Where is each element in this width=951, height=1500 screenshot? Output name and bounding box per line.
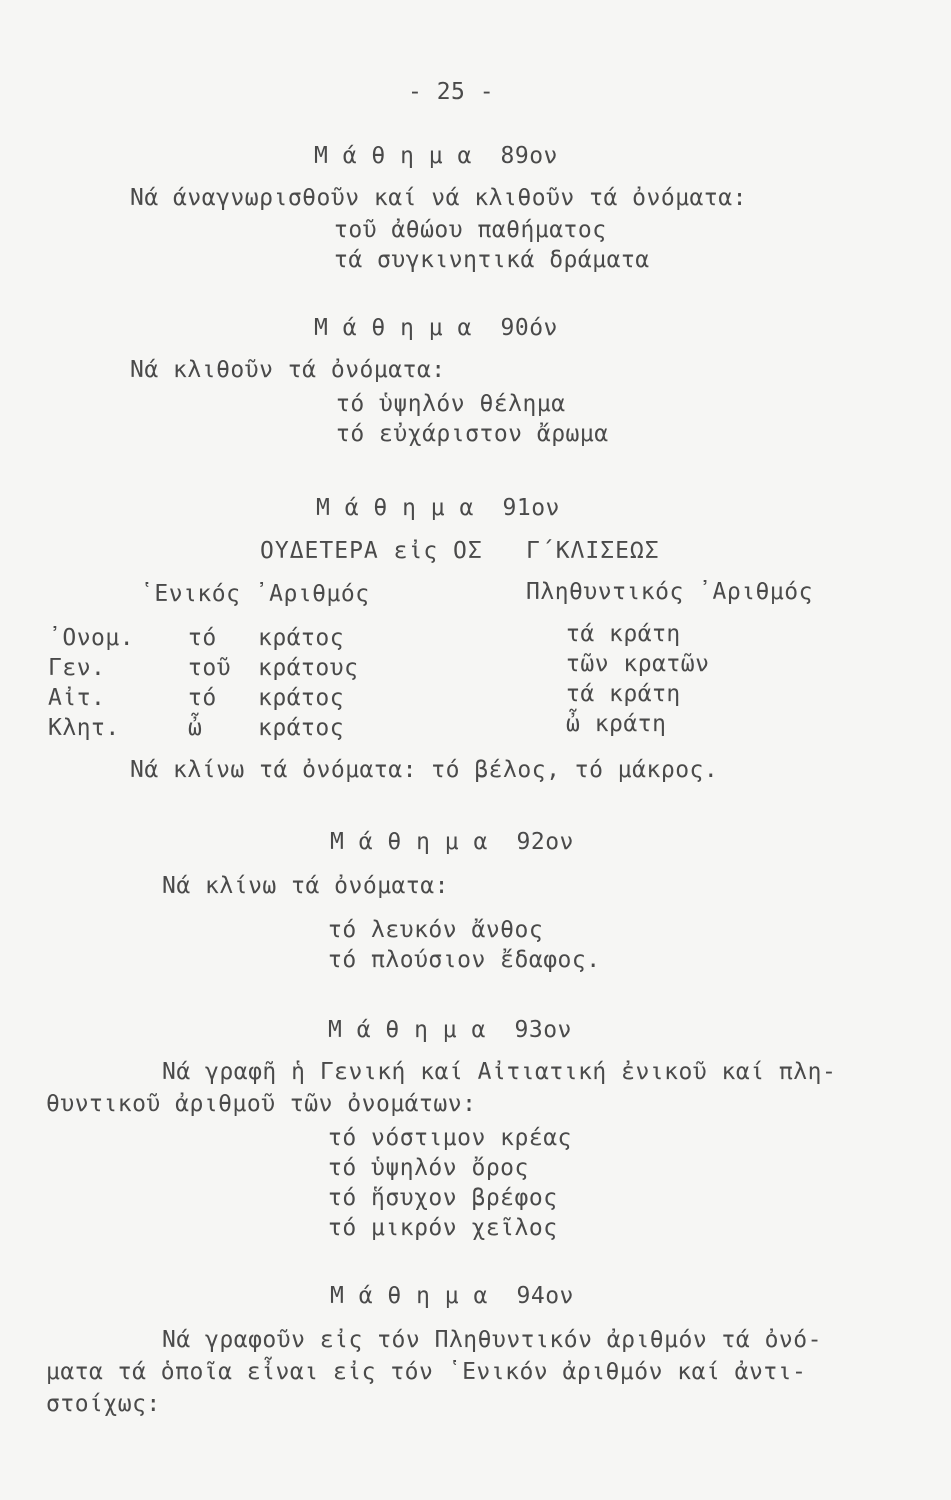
lesson-94-heading: Μ ά θ η μ α 94ον — [330, 1283, 574, 1309]
noun-singular: κράτους — [258, 655, 359, 681]
lesson-91-heading: Μ ά θ η μ α 91ον — [316, 495, 560, 521]
lesson-94-text: Νά γραφοῦν εἰς τόν Πληθυντικόν ἀριθμόν τά ὀνό- — [162, 1327, 822, 1353]
lesson-93-item: τό νόστιμον κρέας — [328, 1125, 572, 1151]
lesson-90-instruction: Νά κλιθοῦν τά ὀνόματα: — [130, 357, 446, 383]
noun-singular: κράτος — [258, 685, 345, 711]
lesson-93-instruction: θυντικοῦ ἀριθμοῦ τῶν ὀνομάτων: — [46, 1091, 477, 1117]
case-label: Κλητ. — [48, 715, 120, 741]
declension-title-right: Γ΄ΚΛΙΣΕΩΣ — [526, 538, 660, 564]
lesson-89-instruction: Νά άναγνωρισθοῦν καί νά κλιθοῦν τά ὀνόματα: — [130, 185, 747, 211]
lesson-92-item: τό πλούσιον ἔδαφος. — [328, 947, 601, 973]
lesson-90-item: τό ὑψηλόν θέλημα — [336, 391, 566, 417]
declension-title-left: ΟΥΔΕΤΕΡΑ εἰς ΟΣ — [260, 538, 483, 564]
article-singular: ὦ — [188, 715, 203, 741]
lesson-92-heading: Μ ά θ η μ α 92ον — [330, 829, 574, 855]
lesson-89-heading: Μ ά θ η μ α 89ον — [314, 143, 558, 169]
plural-form: ὦ κράτη — [566, 711, 667, 737]
lesson-91-exercise: Νά κλίνω τά ὀνόματα: τό βέλος, τό μάκρος. — [130, 757, 719, 783]
noun-singular: κράτος — [258, 625, 345, 651]
case-label: ᾽Ονομ. — [48, 625, 135, 651]
column-header-singular: ῾Ενικός ᾽Αριθμός — [140, 581, 370, 607]
lesson-92-instruction: Νά κλίνω τά ὀνόματα: — [162, 873, 449, 899]
article-singular: τό — [188, 685, 217, 711]
lesson-94-text: στοίχως: — [46, 1391, 161, 1417]
lesson-92-item: τό λευκόν ἄνθος — [328, 917, 544, 943]
plural-form: τά κράτη — [566, 681, 681, 707]
case-label: Αἰτ. — [48, 685, 106, 711]
case-label: Γεν. — [48, 655, 106, 681]
page-number: - 25 - — [408, 79, 495, 105]
lesson-89-item: τά συγκινητικά δράματα — [334, 247, 650, 273]
column-header-plural: Πληθυντικός ᾽Αριθμός — [526, 579, 813, 605]
lesson-93-item: τό μικρόν χεῖλος — [328, 1215, 558, 1241]
lesson-93-instruction: Νά γραφῆ ἡ Γενική καί Αἰτιατική ἐνικοῦ καί πλη- — [162, 1059, 837, 1085]
lesson-93-item: τό ἥσυχον βρέφος — [328, 1185, 558, 1211]
lesson-89-item: τοῦ ἀθώου παθήματος — [334, 217, 607, 243]
article-singular: τοῦ — [188, 655, 232, 681]
plural-form: τά κράτη — [566, 621, 681, 647]
lesson-90-heading: Μ ά θ η μ α 90όν — [314, 315, 558, 341]
lesson-90-item: τό εὐχάριστον ἄρωμα — [336, 421, 609, 447]
noun-singular: κράτος — [258, 715, 345, 741]
article-singular: τό — [188, 625, 217, 651]
plural-form: τῶν κρατῶν — [566, 651, 710, 677]
lesson-93-item: τό ὑψηλόν ὄρος — [328, 1155, 529, 1181]
lesson-93-heading: Μ ά θ η μ α 93ον — [328, 1017, 572, 1043]
lesson-94-text: ματα τά ὁποῖα εἶναι εἰς τόν ῾Ενικόν ἀριθμόν καί ἀντι- — [46, 1359, 807, 1385]
